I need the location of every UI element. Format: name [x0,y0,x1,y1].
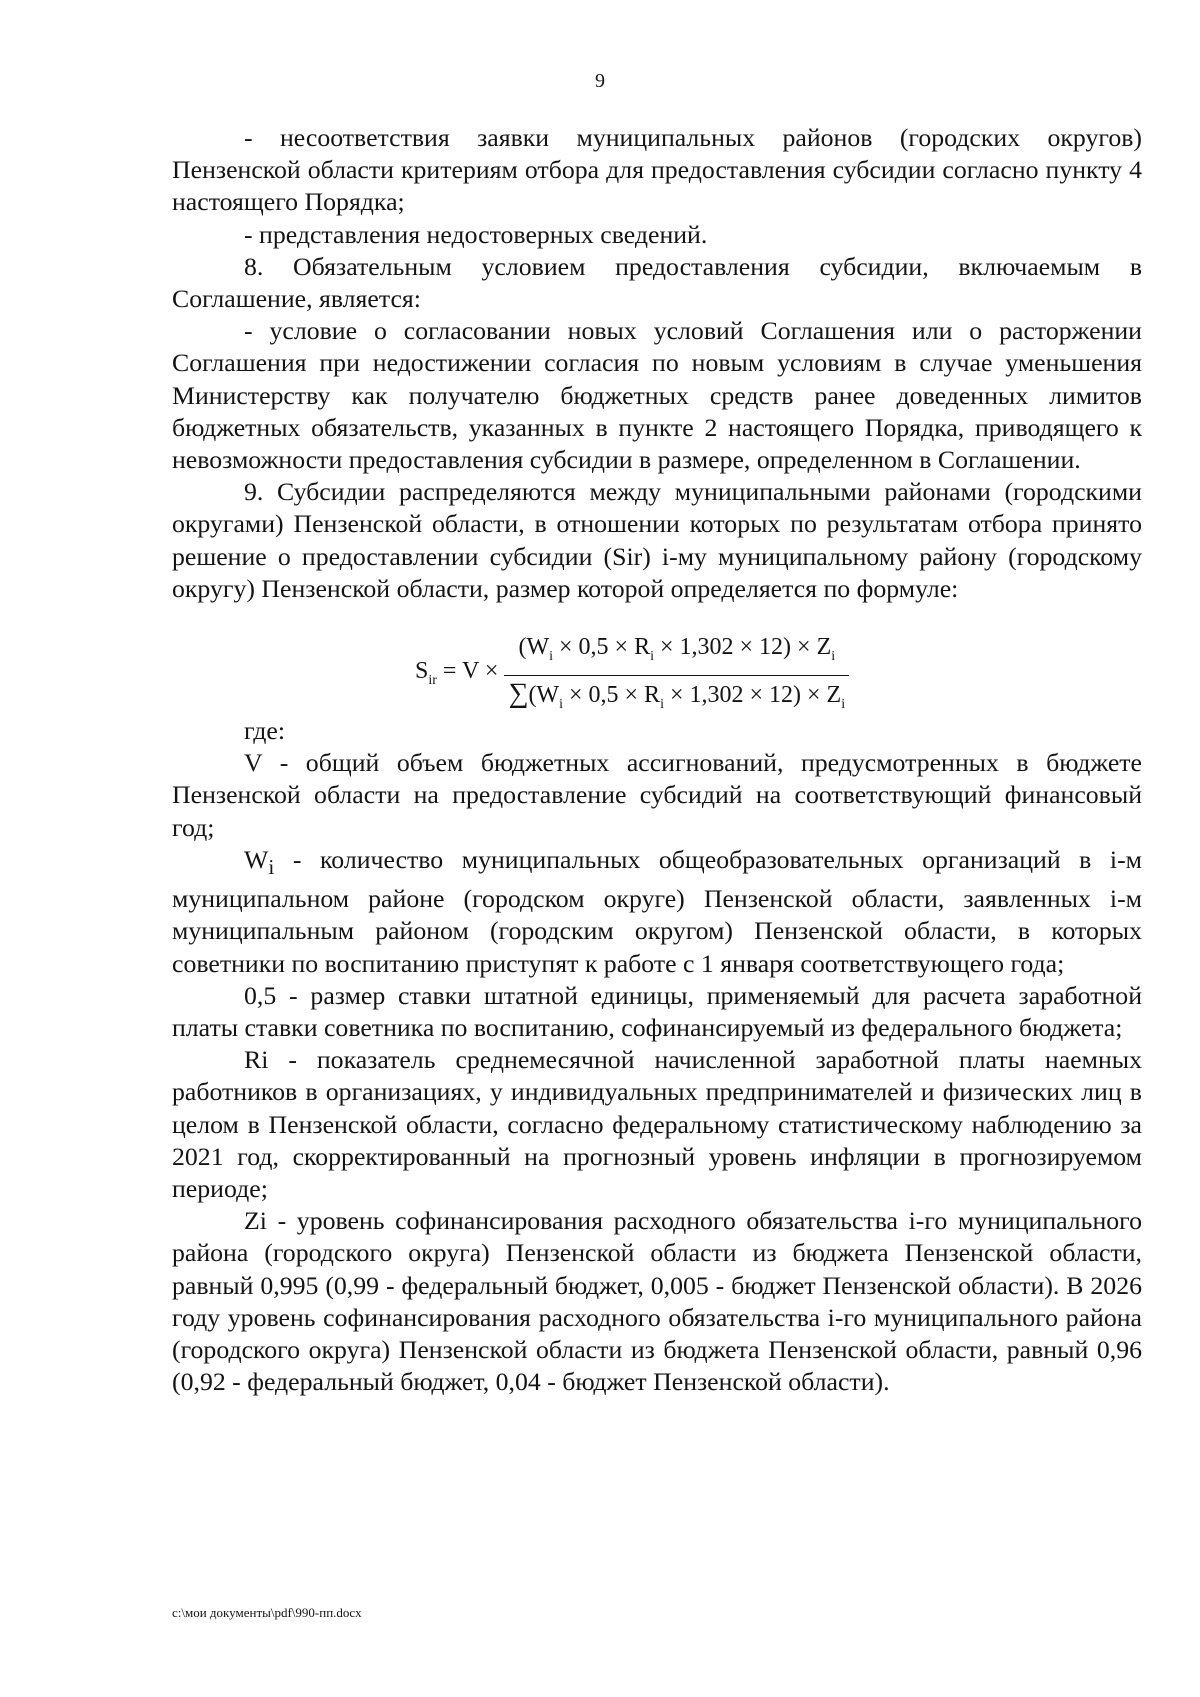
paragraph: - условие о согласовании новых условий Соглашения или о расторжении Соглашения при недостижении согласия по новым условиям в случае уменьшения Министерству как получателю бюджетных средств ранее доведенных лимитов бюджетных обязательств, указанных в пункте 2 настоящего Порядка, приводящего к невозможности предоставления субсидии в размере, определенном в Соглашении. [172,316,1142,475]
definition-rate: 0,5 - размер ставки штатной единицы, применяемый для расчета заработной платы ставки советника по воспитанию, софинансируемый из федерального бюджета; [172,980,1142,1043]
paragraph: - представления недостоверных сведений. [244,219,708,249]
formula-fraction [504,631,849,721]
definition-ri: Ri - показатель среднемесячной начисленной заработной платы наемных работников в организациях, у индивидуальных предпринимателей и физических лиц в целом в Пензенской области, согласно федеральному статистическому наблюдению за 2021 год, скорректированный на прогнозный уровень инфляции в прогнозируемом периоде; [172,1045,1142,1204]
paragraph: 8. Обязательным условием предоставления субсидии, включаемым в Соглашение, является: [172,251,1142,314]
definition-zi: Zi - уровень софинансирования расходного обязательства i-го муниципального района (городского округа) Пензенской области из бюджета Пензенской области, равный 0,995 (0,99 - федеральный бюджет, 0,005 - бюджет Пензенской области). В 2026 году уровень софинансирования расходного обязательства i-го муниципального района (городского округа) Пензенской области из бюджета Пензенской области, равный 0,96 (0,92 - федеральный бюджет, 0,04 - бюджет Пензенской области). [172,1206,1142,1397]
formula-block [172,605,1142,715]
formula [415,631,849,721]
paragraph: 9. Субсидии распределяются между муниципальными районами (городскими округами) Пензенской области, в отношении которых по результатам отбора принято решение о предоставлении субсидии (Sir) i-му муниципальному району (городскому округу) Пензенской области, размер которой определяется по формуле: [172,477,1142,603]
page-number: 9 [595,70,605,92]
definition-v: V - общий объем бюджетных ассигнований, предусмотренных в бюджете Пензенской области на предоставление субсидий на соответствующий финансовый год; [172,748,1142,842]
footer-file-path: c:\мои документы\pdf\990-пп.docx [172,1605,362,1620]
definition-wi: $W_i$ - количество муниципальных общеобразовательных организаций в i-м муниципальном районе (городском округе) Пензенской области, заявленных i-м муниципальным районом (городским округом) Пензенской области, в которых советники по воспитанию приступят к работе с 1 января соответствующего года; [172,844,1142,978]
document-body [172,122,1142,1398]
formula-numerator: $(W_i \times 0,5 \times R_i \times 1,302 \times 12) \times Z_i$ [518,634,836,664]
definition-intro: где: [244,716,286,746]
formula-denominator: $\sum(W_i \times 0,5 \times R_i \times 1,302 \times 12) \times Z_i$ [504,675,849,721]
formula-lhs: $S_{ir} = V$ × [415,658,499,688]
paragraph: - несоответствия заявки муниципальных районов (городских округов) Пензенской области критериям отбора для предоставления субсидии согласно пункту 4 настоящего Порядка; [172,123,1142,217]
